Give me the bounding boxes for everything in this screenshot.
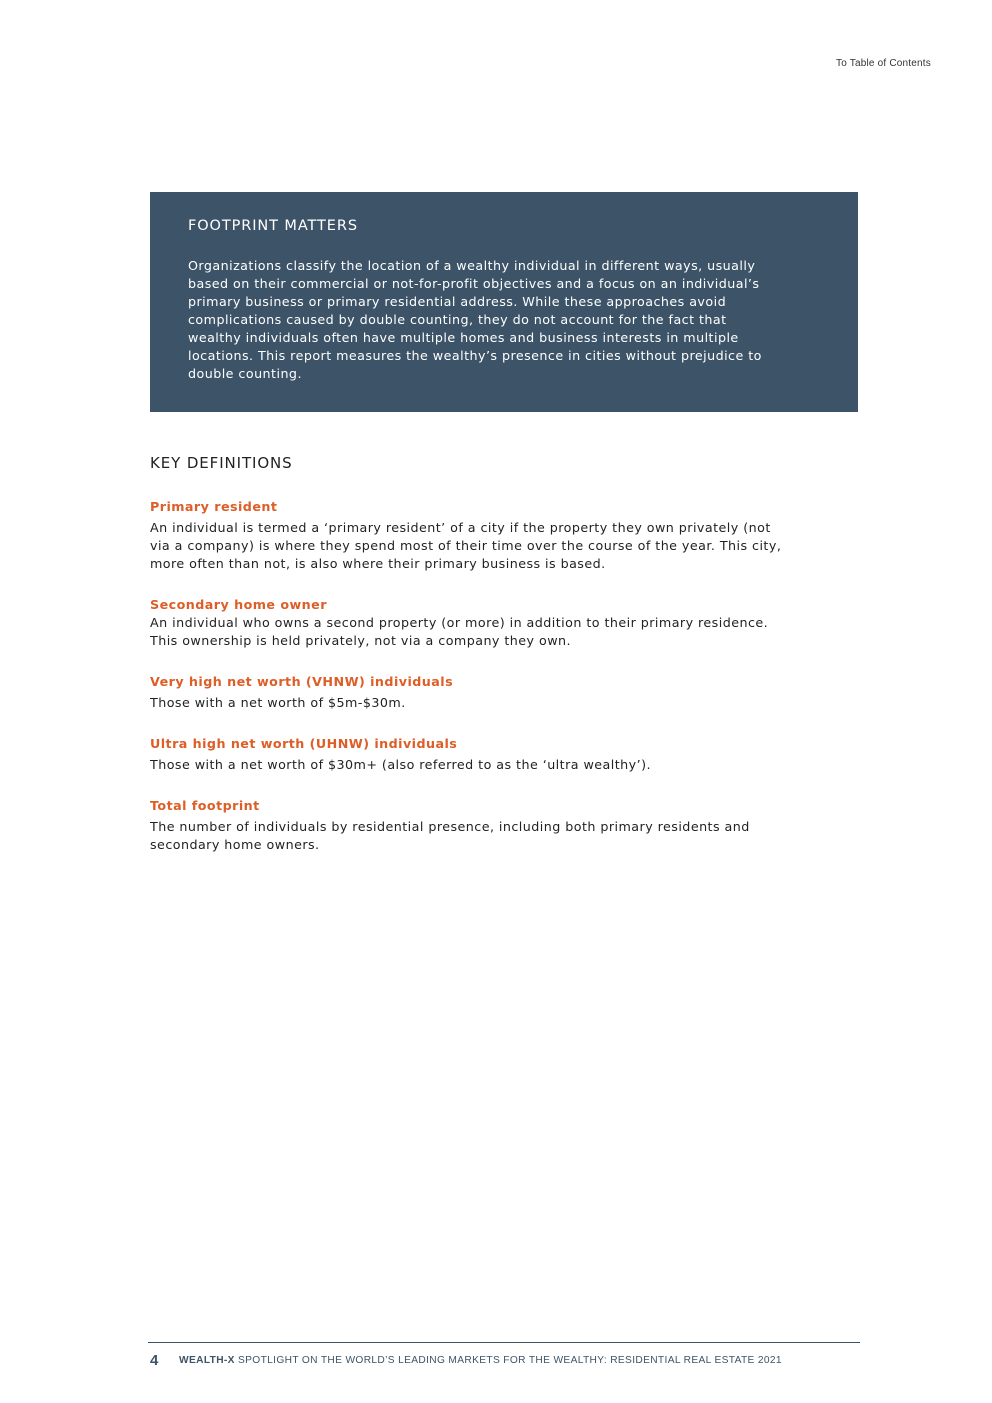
definition-line: Those with a net worth of $5m-$30m. (150, 695, 406, 710)
footer-report-title (179, 1355, 782, 1366)
definition-secondary-home-owner (150, 596, 850, 650)
key-definitions-section (150, 452, 850, 877)
footprint-matters-line: primary business or primary residential address. While these approaches avoid (188, 294, 727, 309)
table-of-contents-link[interactable]: To Table of Contents (836, 58, 931, 69)
footer-brand: WEALTH-X (179, 1355, 235, 1366)
footprint-matters-line: based on their commercial or not-for-profit objectives and a focus on an individual’s (188, 276, 760, 291)
definition-uhnw (150, 735, 850, 774)
footprint-matters-title: FOOTPRINT MATTERS (188, 218, 358, 234)
footprint-matters-body (188, 257, 820, 383)
footprint-matters-line: double counting. (188, 366, 302, 381)
definition-term: Secondary home owner (150, 597, 327, 612)
definition-text (150, 614, 850, 650)
key-definitions-title: KEY DEFINITIONS (150, 454, 293, 472)
definition-term: Very high net worth (VHNW) individuals (150, 674, 454, 689)
footprint-matters-box (150, 192, 858, 412)
footer-divider (148, 1342, 860, 1343)
definition-total-footprint (150, 797, 850, 854)
definition-term: Ultra high net worth (UHNW) individuals (150, 736, 458, 751)
definition-vhnw (150, 673, 850, 712)
definition-primary-resident (150, 498, 850, 573)
definition-line: secondary home owners. (150, 837, 320, 852)
definition-line: This ownership is held privately, not via a company they own. (150, 633, 572, 648)
footprint-matters-line: complications caused by double counting, they do not account for the fact that (188, 312, 727, 327)
definition-line: An individual who owns a second property (or more) in addition to their primary residence. (150, 615, 769, 630)
definition-text (150, 756, 850, 774)
definition-term: Total footprint (150, 798, 260, 813)
definition-text (150, 818, 850, 854)
definition-term: Primary resident (150, 499, 278, 514)
page-number: 4 (150, 1352, 159, 1369)
definition-line: The number of individuals by residential presence, including both primary residents and (150, 819, 750, 834)
definition-line: more often than not, is also where their primary business is based. (150, 556, 606, 571)
footprint-matters-line: Organizations classify the location of a wealthy individual in different ways, usually (188, 258, 756, 273)
footprint-matters-line: locations. This report measures the wealthy’s presence in cities without prejudice to (188, 348, 762, 363)
definition-line: An individual is termed a ‘primary resident’ of a city if the property they own privately (not (150, 520, 771, 535)
definition-line: Those with a net worth of $30m+ (also referred to as the ‘ultra wealthy’). (150, 757, 651, 772)
definition-text (150, 519, 850, 573)
footprint-matters-line: wealthy individuals often have multiple homes and business interests in multiple (188, 330, 739, 345)
definition-text (150, 694, 850, 712)
definition-line: via a company) is where they spend most of their time over the course of the year. This city, (150, 538, 782, 553)
footer-title: SPOTLIGHT ON THE WORLD’S LEADING MARKETS FOR THE WEALTHY: RESIDENTIAL REAL ESTATE 2021 (238, 1355, 782, 1366)
